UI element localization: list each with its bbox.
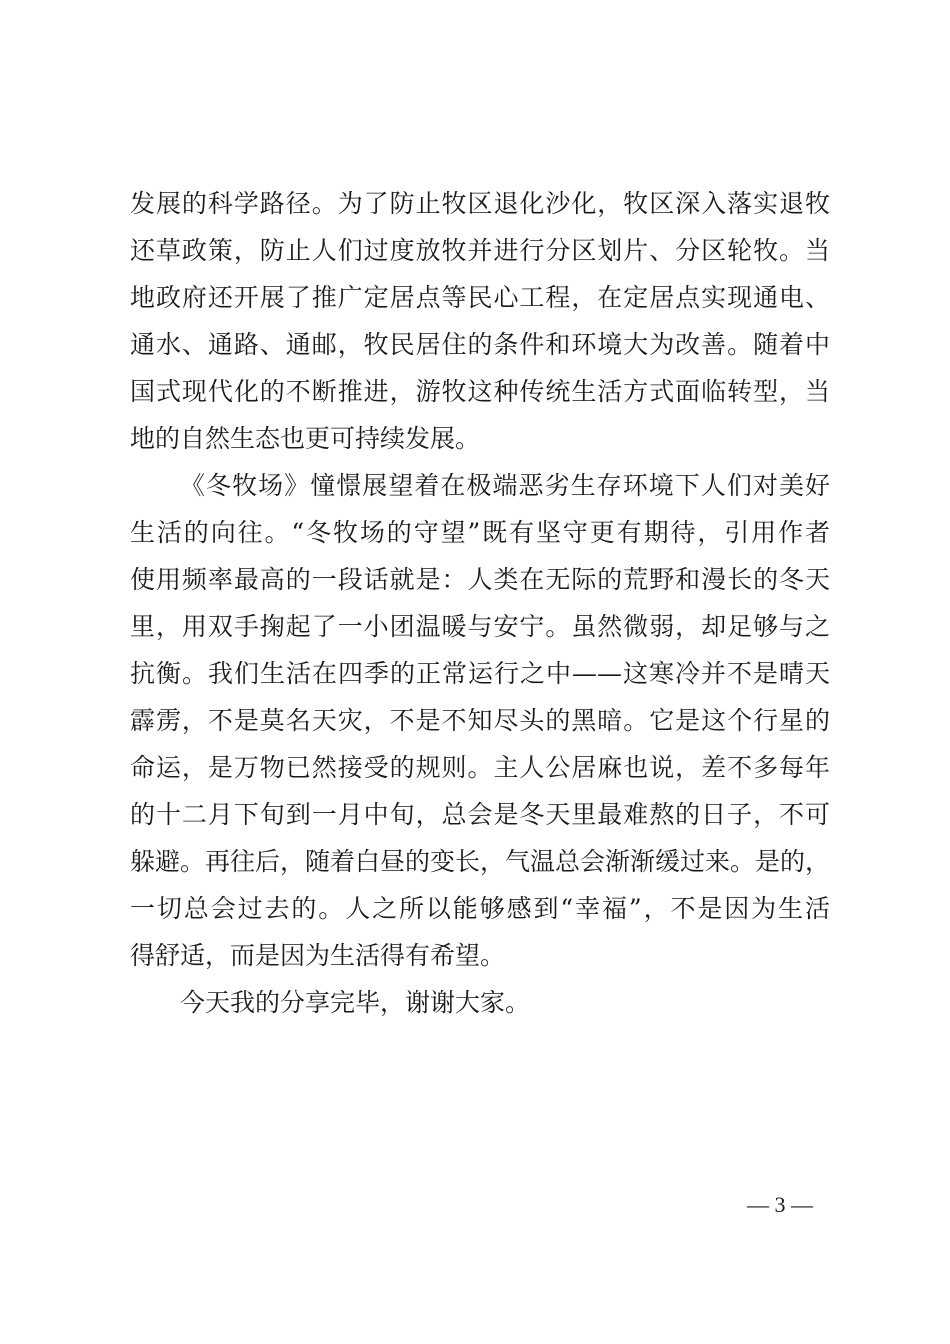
paragraph-line: 使用频率最高的一段话就是：人类在无际的荒野和漫长的冬天	[130, 565, 830, 594]
paragraph-line: 躲避。再往后，随着白昼的变长，气温总会渐渐缓过来。是的，	[130, 847, 831, 876]
paragraph-line: 霹雳，不是莫名天灾，不是不知尽头的黑暗。它是这个行星的	[130, 706, 830, 735]
document-body	[130, 180, 830, 1026]
paragraph-2	[130, 462, 830, 979]
paragraph-line: 里，用双手掬起了一小团温暖与安宁。虽然微弱，却足够与之	[130, 612, 830, 641]
paragraph-line: 发展的科学路径。为了防止牧区退化沙化，牧区深入落实退牧	[130, 189, 830, 218]
paragraph-line: 一切总会过去的。人之所以能够感到“幸福”，不是因为生活	[130, 894, 830, 923]
paragraph-line: 的十二月下旬到一月中旬，总会是冬天里最难熬的日子，不可	[130, 800, 830, 829]
paragraph-line: 生活的向往。“冬牧场的守望”既有坚守更有期待，引用作者	[130, 518, 830, 547]
paragraph-line: 还草政策，防止人们过度放牧并进行分区划片、分区轮牧。当	[130, 236, 830, 265]
paragraph-line: 得舒适，而是因为生活得有希望。	[130, 941, 506, 970]
paragraph-line: 地政府还开展了推广定居点等民心工程，在定居点实现通电、	[130, 283, 830, 312]
page-number: — 3 —	[747, 1192, 813, 1217]
paragraph-line: 命运，是万物已然接受的规则。主人公居麻也说，差不多每年	[130, 753, 830, 782]
paragraph-3	[130, 979, 830, 1026]
paragraph-line: 国式现代化的不断推进，游牧这种传统生活方式面临转型，当	[130, 377, 830, 406]
paragraph-line: 通水、通路、通邮，牧民居住的条件和环境大为改善。随着中	[130, 330, 830, 359]
paragraph-line: 今天我的分享完毕，谢谢大家。	[180, 988, 531, 1017]
paragraph-line: 地的自然生态也更可持续发展。	[130, 424, 481, 453]
paragraph-1	[130, 180, 830, 462]
paragraph-line: 抗衡。我们生活在四季的正常运行之中——这寒冷并不是晴天	[130, 659, 830, 688]
paragraph-line: 《冬牧场》憧憬展望着在极端恶劣生存环境下人们对美好	[180, 471, 830, 500]
